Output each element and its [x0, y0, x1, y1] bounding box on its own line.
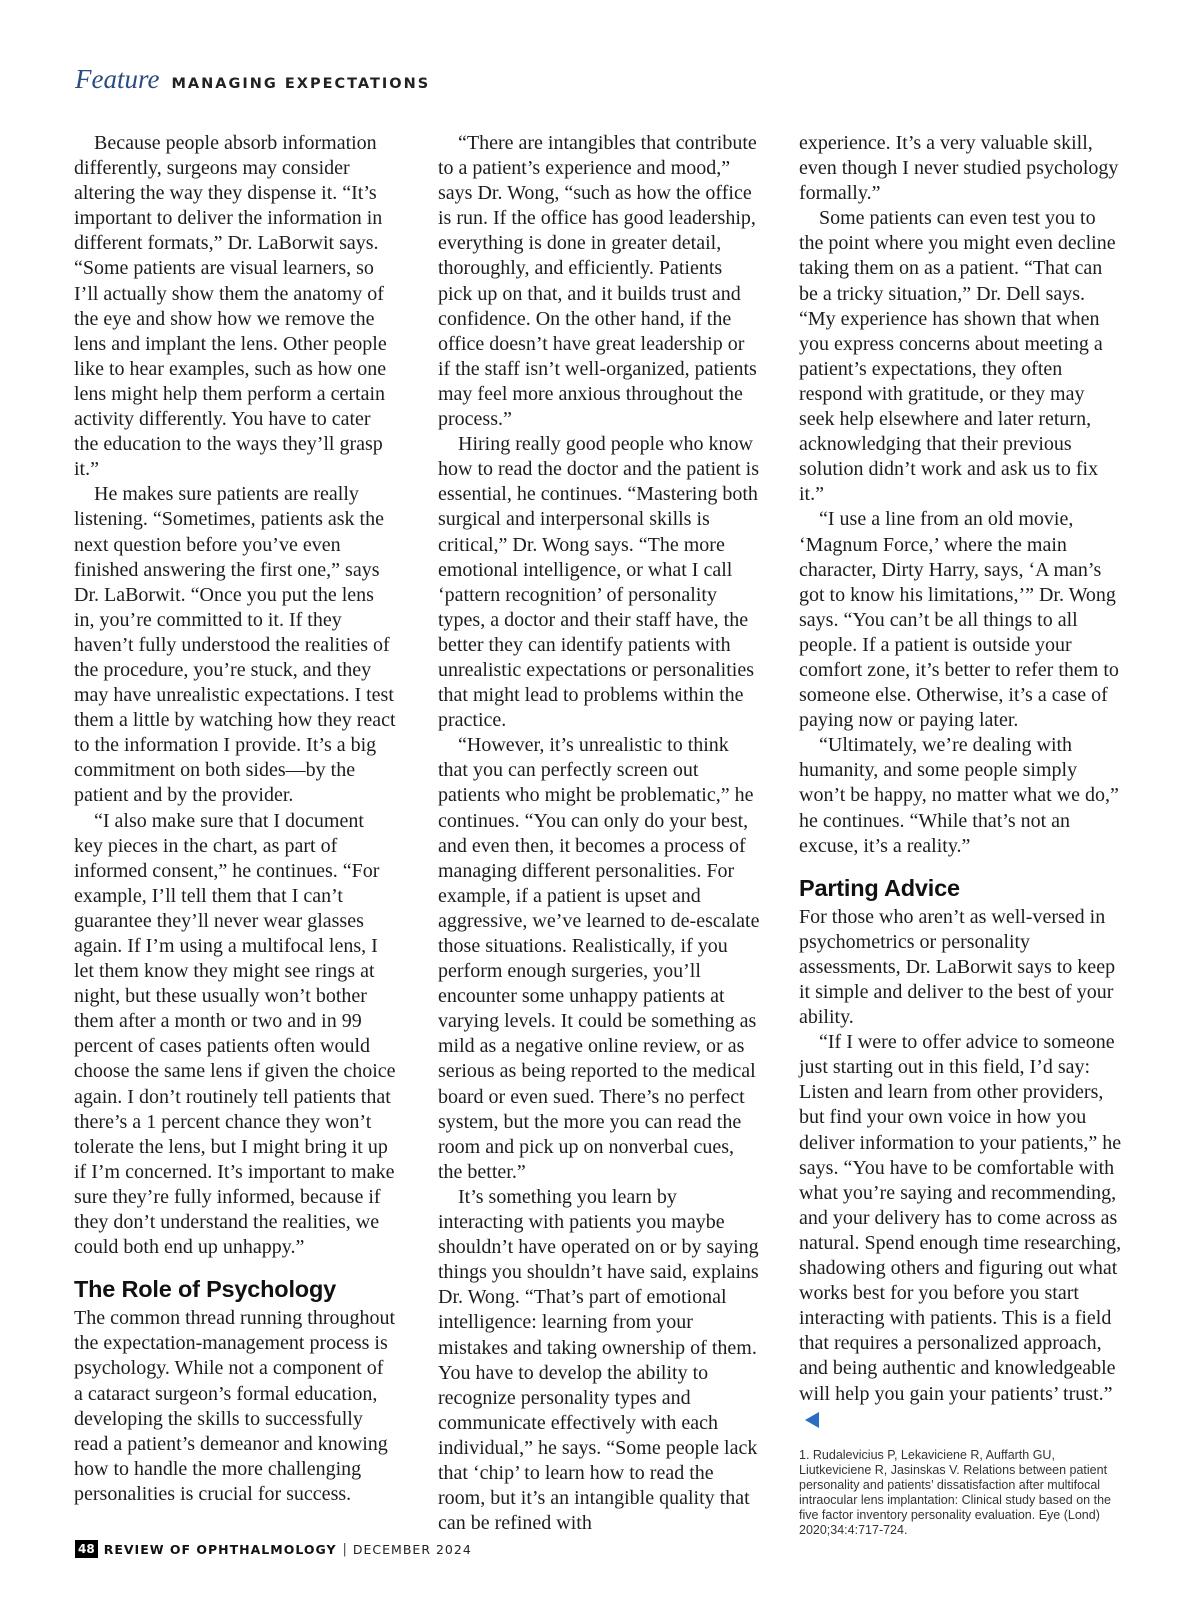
paragraph: experience. It’s a very valuable skill, even though I never studied psychology formally.” — [799, 132, 1119, 205]
paragraph: “There are intangibles that contribute to a patient’s experience and mood,” says Dr. Wong, “such as how the office is run. If the office has good leadership, everything is done in greater detail, thoroughly, and efficiently. Patients pick up on that, and it builds trust and confidence. On the other hand, if the office doesn’t have great leadership or if the staff isn’t well-organized, patients may feel more anxious throughout the process.” — [438, 132, 757, 431]
issue-date: DECEMBER 2024 — [352, 1541, 472, 1557]
paragraph: Some patients can even test you to the point where you might even decline taking them on as a patient. “That can be a tricky situation,” Dr. Dell says. “My experience has shown that when you express concerns about meeting a patient’s expectations, they often respond with gratitude, or they may seek help elsewhere and later return, acknowledging that their previous solution didn’t work and ask us to fix it.” — [799, 207, 1116, 506]
paragraph: “I use a line from an old movie, ‘Magnum Force,’ where the main character, Dirty Harry, says, ‘A man’s got to know his limitations,’” Dr. Wong says. “You can’t be all things to all people. If a patient is outside your comfort zone, it’s better to refer them to someone else. Otherwise, it’s a case of paying now or paying later. — [799, 508, 1119, 732]
paragraph: “Ultimately, we’re dealing with humanity, and some people simply won’t be happy, no matter what we do,” he continues. “While that’s not an excuse, it’s a reality.” — [799, 734, 1119, 857]
end-mark-icon — [805, 1412, 819, 1428]
magazine-name: REVIEW OF OPHTHALMOLOGY — [103, 1541, 337, 1557]
page-footer — [75, 1540, 472, 1558]
subheading-parting-advice: Parting Advice — [799, 874, 960, 901]
subheading-role-of-psychology: The Role of Psychology — [74, 1276, 336, 1303]
feature-label: Feature — [75, 64, 160, 94]
paragraph: The common thread running throughout the expectation-management process is psychology. While not a component of a cataract surgeon’s formal education, developing the skills to successfully read a patient’s demeanor and knowing how to handle the more challenging personalities is crucial for success. — [74, 1307, 396, 1505]
paragraph: Hiring really good people who know how to read the doctor and the patient is essential, he continues. “Mastering both surgical and interpersonal skills is critical,” Dr. Wong says. “The more emotional intelligence, or what I call ‘pattern recognition’ of personality types, a doctor and their staff have, the better they can identify patients with unrealistic expectations or personalities that might lead to problems within the practice. — [438, 433, 760, 732]
paragraph: It’s something you learn by interacting with patients you maybe shouldn’t have operated on or by saying things you shouldn’t have said, explains Dr. Wong. “That’s part of emotional intelligence: learning from your mistakes and taking ownership of them. You have to develop the ability to recognize personality types and communicate effectively with each individual,” he says. “Some people lack that ‘chip’ to learn how to read the room, but it’s an intangible quality that can be refined with — [438, 1185, 759, 1535]
reference-note: 1. Rudalevicius P, Lekaviciene R, Auffarth GU, Liutkeviciene R, Jasinskas V. Relations between patient personality and patients’ dissatisfaction after multifocal intraocular lens implantation: Clinical study based on the five factor inventory personality evaluation. Eye (Lond) 2020;34:4:717-724. — [799, 1447, 1111, 1537]
column-3 — [799, 131, 1124, 1538]
paragraph: “However, it’s unrealistic to think that you can perfectly screen out patients who might be problematic,” he continues. “You can only do your best, and even then, it becomes a process of managing different personalities. For example, if a patient is upset and aggressive, we’ve learned to de-escalate those situations. Realistically, if you perform enough surgeries, you’ll encounter some unhappy patients at varying levels. It could be something as mild as a negative online review, or as serious as being reported to the medical board or even sued. There’s no perfect system, but the more you can read the room and pick up on nonverbal cues, the better.” — [438, 734, 760, 1183]
page-number: 48 — [75, 1540, 98, 1558]
paragraph: “I also make sure that I document key pieces in the chart, as part of informed consent,” he continues. “For example, I’ll tell them that I can’t guarantee they’ll never wear glasses again. If I’m using a multifocal lens, I let them know they might see rings at night, but these usually won’t bother them after a month or two and in 99 percent of cases patients often would choose the same lens if given the choice again. I don’t routinely tell patients that there’s a 1 percent chance they won’t tolerate the lens, but I might bring it up if I’m concerned. It’s important to make sure they’re fully informed, because if they don’t understand the realities, we could both end up unhappy.” — [74, 809, 396, 1259]
paragraph-text: “If I were to offer advice to someone just starting out in this field, I’d say: Listen and learn from other providers, but find your own voice in how you deliver information to your patients,” he says. “You have to be comfortable with what you’re saying and recommending, and your delivery has to come across as natural. Spend enough time researching, shadowing others and figuring out what works best for you before you start interacting with patients. This is a field that requires a personalized approach, and being authentic and knowledgeable will help you gain your patients’ trust.” — [799, 1031, 1122, 1405]
column-1 — [74, 131, 396, 1507]
column-2 — [438, 131, 760, 1536]
paragraph: Because people absorb information differently, surgeons may consider altering the way they dispense it. “It’s important to deliver the information in different formats,” Dr. LaBorwit says. “Some patients are visual learners, so I’ll actually show them the anatomy of the eye and show how we remove the lens and implant the lens. Other people like to hear examples, such as how one lens might help them perform a certain activity differently. You have to cater the education to the ways they’ll grasp it.” — [74, 132, 387, 481]
paragraph: He makes sure patients are really listening. “Sometimes, patients ask the next question before you’ve even finished answering the first one,” says Dr. LaBorwit. “Once you put the lens in, you’re committed to it. If they haven’t fully understood the realities of the procedure, you’re stuck, and they may have unrealistic expectations. I test them a little by watching how they react to the information I provide. It’s a big commitment on both sides—by the patient and by the provider. — [74, 483, 396, 807]
final-paragraph — [799, 1030, 1124, 1432]
running-header — [75, 64, 430, 98]
section-title: MANAGING EXPECTATIONS — [171, 76, 431, 92]
footer-separator: | — [342, 1541, 347, 1557]
paragraph: For those who aren’t as well-versed in psychometrics or personality assessments, Dr. LaBorwit says to keep it simple and deliver to the best of your ability. — [799, 905, 1116, 1029]
